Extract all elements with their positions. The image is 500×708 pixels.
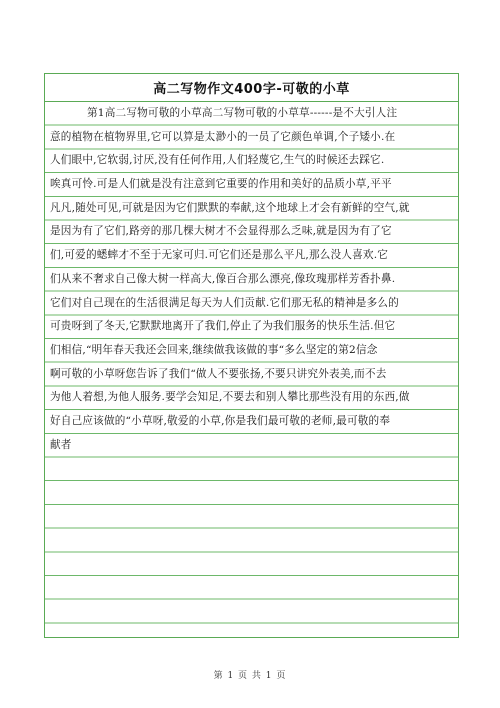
text-body <box>45 102 458 457</box>
title-row <box>45 74 458 102</box>
text-line: 啊可敬的小草呀您告诉了我们“做人不要张扬,不要只讲究外表美,而不去 <box>50 367 387 380</box>
text-line: 们,可爱的蟋蟀才不至于无家可归.可它们还是那么平凡,那么没人喜欢.它 <box>50 249 389 262</box>
text-line: 凡凡,随处可见,可就是因为它们默默的奉献,这个地球上才会有新鲜的空气,就 <box>50 201 410 214</box>
text-line: 是因为有了它们,路旁的那几棵大树才不会显得那么乏味,就是因为有了它 <box>50 225 392 238</box>
text-line: 们从来不奢求自己像大树一样高大,像百合那么漂亮,像玫瑰那样芳香扑鼻. <box>50 272 396 285</box>
lined-paper <box>44 73 459 638</box>
text-line: 们相信,“明年春天我还会回来,继续做我该做的事“多么坚定的第2信念 <box>50 343 378 356</box>
text-line: 它们对自己现在的生活很满足每天为人们贡献.它们那无私的精神是多么的 <box>50 296 399 309</box>
text-line: 可贵呀到了冬天,它默默地离开了我们,停止了为我们服务的快乐生活.但它 <box>50 320 396 333</box>
text-line: 意的植物在植物界里,它可以算是太渺小的一员了它颜色单调,个子矮小.在 <box>50 130 396 143</box>
text-line: 为他人着想,为他人服务.要学会知足,不要去和别人攀比那些没有用的东西,做 <box>50 391 410 404</box>
text-line: 好自己应该做的“小草呀,敬爱的小草,你是我们最可敬的老师,最可敬的奉 <box>50 414 391 427</box>
text-line: 唉真可怜.可是人们就是没有注意到它重要的作用和美好的品质小草,平平 <box>50 178 392 191</box>
text-line: 献者 <box>50 438 72 451</box>
text-line: 人们眼中,它软弱,讨厌,没有任何作用,人们轻蔑它,生气的时候还去踩它. <box>50 154 385 167</box>
text-line: 第1高二写物可敬的小草高二写物可敬的小草草------是不大引人注 <box>87 107 398 119</box>
page-footer: 第 1 页 共 1 页 <box>213 671 287 681</box>
document-title: 高二写物作文400字-可敬的小草 <box>153 82 350 97</box>
